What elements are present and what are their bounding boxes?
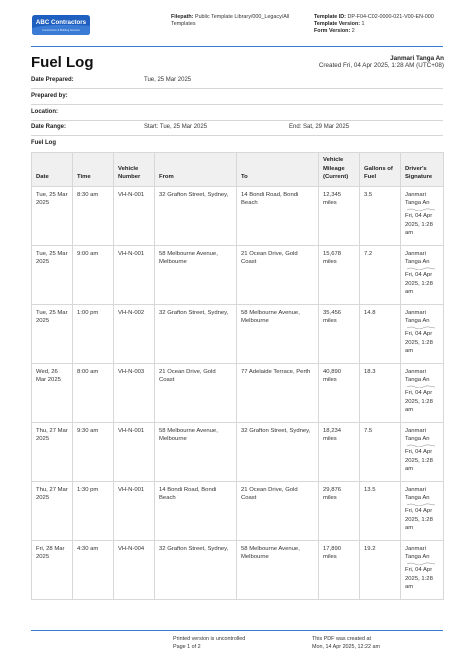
cell-date: Wed, 26 Mar 2025 (32, 363, 73, 422)
pdf-created-time: Mon, 14 Apr 2025, 12:22 am (312, 644, 381, 650)
col-time-header: Time (73, 153, 114, 187)
signature-name: Janmari Tanga An (405, 427, 430, 443)
page-title: Fuel Log (31, 54, 94, 71)
date-prepared-label: Date Prepared: (31, 77, 74, 83)
cell-mileage: 15,678 miles (319, 245, 360, 304)
cell-vehicle: VH-N-004 (114, 540, 155, 599)
signature-mark (407, 208, 435, 211)
signature-name: Janmari Tanga An (405, 250, 430, 266)
page-number: Page 1 of 2 (173, 644, 201, 650)
template-id-label: Template ID: (314, 14, 346, 20)
cell-mileage: 29,876 miles (319, 481, 360, 540)
signature-date: Fri, 04 Apr 2025, 1:28 am (405, 389, 433, 414)
cell-to: 58 Melbourne Avenue, Melbourne (237, 540, 319, 599)
col-date-header: Date (32, 153, 73, 187)
cell-gallons: 7.5 (360, 422, 401, 481)
signature-date: Fri, 04 Apr 2025, 1:28 am (405, 566, 433, 591)
date-range-end: End: Sat, 29 Mar 2025 (289, 124, 350, 130)
cell-vehicle: VH-N-002 (114, 304, 155, 363)
template-version-label: Template Version: (314, 21, 361, 28)
signature-name: Janmari Tanga An (405, 545, 430, 561)
date-prepared-value: Tue, 25 Mar 2025 (144, 77, 192, 83)
table-row (32, 540, 444, 599)
cell-date: Tue, 25 Mar 2025 (32, 186, 73, 245)
cell-date: Tue, 25 Mar 2025 (32, 304, 73, 363)
cell-date: Tue, 25 Mar 2025 (32, 245, 73, 304)
cell-gallons: 13.5 (360, 481, 401, 540)
signature-name: Janmari Tanga An (405, 368, 430, 384)
cell-time: 1:00 pm (73, 304, 114, 363)
footer-left (173, 635, 245, 651)
table-row (32, 304, 444, 363)
table-header-row (32, 153, 444, 187)
cell-mileage: 12,345 miles (319, 186, 360, 245)
cell-time: 9:30 am (73, 422, 114, 481)
cell-vehicle: VH-N-001 (114, 422, 155, 481)
cell-to: 58 Melbourne Avenue, Melbourne (237, 304, 319, 363)
cell-mileage: 18,234 miles (319, 422, 360, 481)
form-version: 2 (351, 28, 355, 35)
signature-date: Fri, 04 Apr 2025, 1:28 am (405, 507, 433, 532)
cell-from: 58 Melbourne Avenue, Melbourne (155, 422, 237, 481)
cell-mileage: 17,890 miles (319, 540, 360, 599)
logo-tagline: Construction & Building Services (42, 29, 80, 32)
signature-mark (407, 326, 435, 329)
form-version-label: Form Version: (314, 28, 351, 35)
table-row (32, 245, 444, 304)
header-divider (31, 46, 443, 47)
cell-to: 14 Bondi Road, Bondi Beach (237, 186, 319, 245)
cell-signature (401, 540, 444, 599)
company-logo (31, 14, 91, 36)
signature-mark (407, 562, 435, 565)
logo-name: ABC Contractors (35, 19, 87, 26)
uncontrolled-note: Printed version is uncontrolled (173, 636, 246, 642)
signature-name: Janmari Tanga An (405, 191, 430, 207)
footer-right (312, 635, 380, 651)
signature-mark (407, 385, 435, 388)
col-signature-header: Driver's Signature (401, 153, 444, 187)
template-version: 1 (361, 21, 365, 28)
col-gallons-header: Gallons of Fuel (360, 153, 401, 187)
cell-signature (401, 304, 444, 363)
cell-from: 32 Grafton Street, Sydney, (155, 540, 237, 599)
col-mileage-header: Vehicle Mileage (Current) (319, 153, 360, 187)
signature-mark (407, 503, 435, 506)
cell-signature (401, 481, 444, 540)
fuel-log-table (31, 152, 444, 600)
cell-mileage: 40,890 miles (319, 363, 360, 422)
cell-from: 58 Melbourne Avenue, Melbourne (155, 245, 237, 304)
cell-time: 8:00 am (73, 363, 114, 422)
cell-signature (401, 245, 444, 304)
filepath-value: Public Template Library/000_Legacy/All Templates (171, 14, 290, 28)
signature-name: Janmari Tanga An (405, 309, 430, 325)
col-to-header: To (237, 153, 319, 187)
signature-date: Fri, 04 Apr 2025, 1:28 am (405, 271, 433, 296)
col-vehicle-header: Vehicle Number (114, 153, 155, 187)
cell-gallons: 19.2 (360, 540, 401, 599)
col-from-header: From (155, 153, 237, 187)
cell-signature (401, 363, 444, 422)
field-prepared-by (31, 90, 443, 105)
date-range-start: Start: Tue, 25 Mar 2025 (144, 124, 208, 130)
cell-time: 8:30 am (73, 186, 114, 245)
template-info (314, 14, 444, 36)
cell-vehicle: VH-N-003 (114, 363, 155, 422)
signature-name: Janmari Tanga An (405, 486, 430, 502)
section-title: Fuel Log (31, 140, 56, 146)
table-row (32, 422, 444, 481)
template-id: DP-F04-C02-0000-021-V00-EN-000 (347, 14, 434, 20)
date-range-label: Date Range: (31, 124, 67, 130)
cell-vehicle: VH-N-001 (114, 481, 155, 540)
cell-to: 77 Adelaide Terrace, Perth (237, 363, 319, 422)
created-timestamp: Created Fri, 04 Apr 2025, 1:28 AM (UTC+08) (318, 62, 444, 69)
cell-vehicle: VH-N-001 (114, 245, 155, 304)
cell-date: Fri, 28 Mar 2025 (32, 540, 73, 599)
table-row (32, 363, 444, 422)
filepath-block (171, 14, 303, 28)
cell-from: 14 Bondi Road, Bondi Beach (155, 481, 237, 540)
cell-from: 32 Grafton Street, Sydney, (155, 186, 237, 245)
cell-gallons: 7.2 (360, 245, 401, 304)
signature-mark (407, 444, 435, 447)
cell-vehicle: VH-N-001 (114, 186, 155, 245)
table-row (32, 481, 444, 540)
cell-signature (401, 186, 444, 245)
footer-divider (31, 630, 443, 631)
signature-date: Fri, 04 Apr 2025, 1:28 am (405, 448, 433, 473)
cell-date: Thu, 27 Mar 2025 (32, 422, 73, 481)
cell-gallons: 3.5 (360, 186, 401, 245)
cell-date: Thu, 27 Mar 2025 (32, 481, 73, 540)
cell-gallons: 14.8 (360, 304, 401, 363)
field-date-range (31, 121, 443, 136)
signature-date: Fri, 04 Apr 2025, 1:28 am (405, 330, 433, 355)
cell-to: 32 Grafton Street, Sydney, (237, 422, 319, 481)
prepared-by-label: Prepared by: (31, 93, 68, 99)
field-location (31, 106, 443, 121)
cell-from: 21 Ocean Drive, Gold Coast (155, 363, 237, 422)
pdf-created-label: This PDF was created at (312, 636, 372, 642)
filepath-label: Filepath: (171, 14, 194, 20)
cell-signature (401, 422, 444, 481)
cell-mileage: 35,456 miles (319, 304, 360, 363)
author-name: Janmari Tanga An (390, 55, 444, 62)
cell-to: 21 Ocean Drive, Gold Coast (237, 481, 319, 540)
cell-time: 4:30 am (73, 540, 114, 599)
field-date-prepared (31, 74, 443, 89)
cell-from: 32 Grafton Street, Sydney, (155, 304, 237, 363)
cell-time: 1:30 pm (73, 481, 114, 540)
cell-to: 21 Ocean Drive, Gold Coast (237, 245, 319, 304)
location-label: Location: (31, 109, 58, 115)
signature-date: Fri, 04 Apr 2025, 1:28 am (405, 212, 433, 237)
signature-mark (407, 267, 435, 270)
cell-gallons: 18.3 (360, 363, 401, 422)
cell-time: 9:00 am (73, 245, 114, 304)
table-row (32, 186, 444, 245)
